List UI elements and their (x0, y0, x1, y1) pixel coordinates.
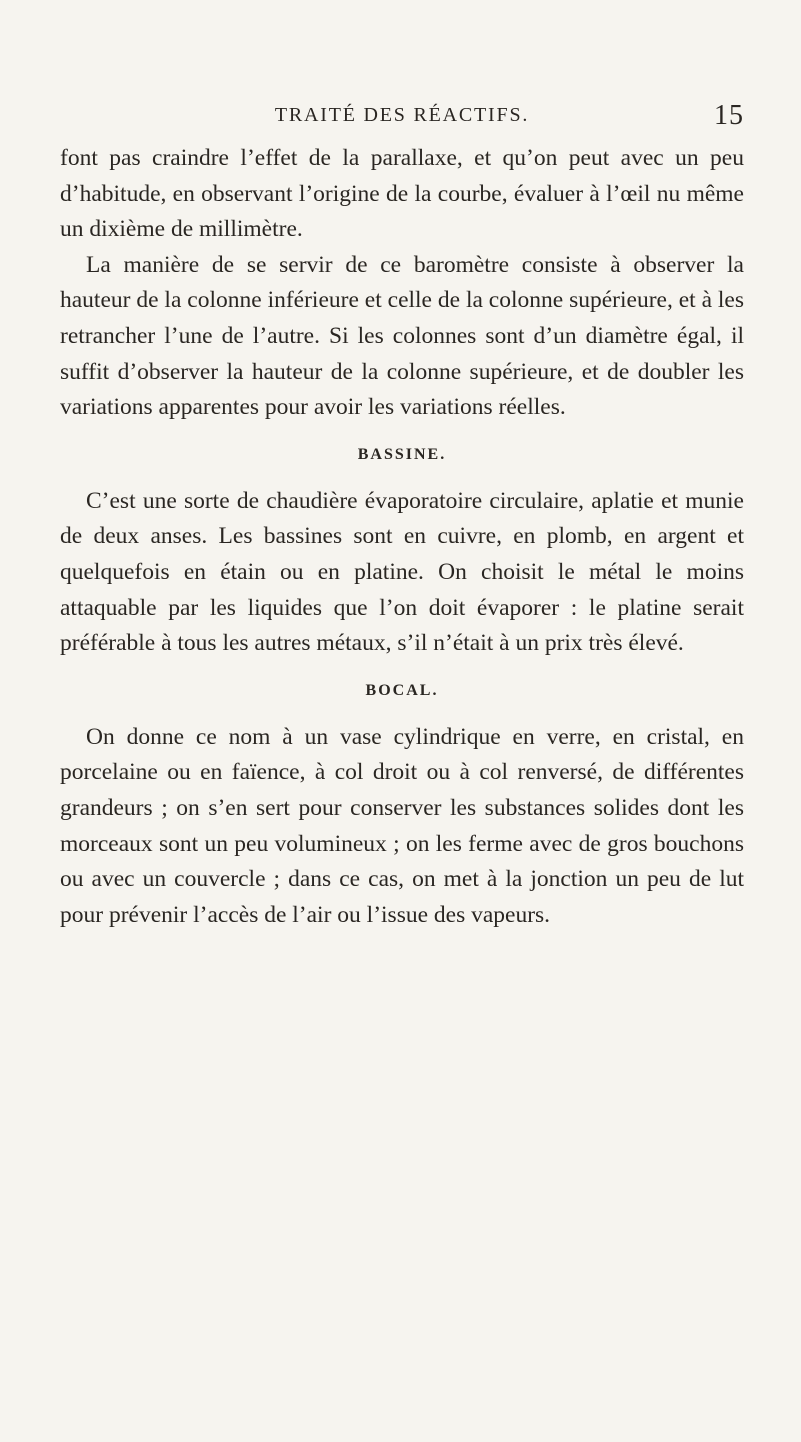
page-number: 15 (714, 100, 744, 131)
section-heading-bocal: BOCAL. (365, 681, 439, 699)
paragraph-bassine: C’est une sorte de chaudière évaporatoire circulaire, aplatie et munie de deux anses. Les bassines sont en cuivre, en plomb, en argent et quelquefois en étain ou en platine. On choisit le métal le moins attaquable par les liquides que l’on doit évaporer : le platine serait préférable à tous les autres métaux, s’il n’était à un prix très élevé. (60, 487, 744, 657)
section-heading-bassine: BASSINE. (357, 445, 447, 463)
running-title: TRAITÉ DES RÉACTIFS. (274, 104, 530, 126)
page-body (60, 141, 744, 933)
paragraph-barometer-usage: La manière de se servir de ce baromètre consiste à observer la hauteur de la colonne inférieure et celle de la colonne supérieure, et à les retrancher l’une de l’autre. Si les colonnes sont d’un diamètre égal, il suffit d’observer la hauteur de la colonne supérieure, et de doubler les variations apparentes pour avoir les variations réelles. (60, 251, 744, 421)
paragraph-bocal: On donne ce nom à un vase cylindrique en verre, en cristal, en porcelaine ou en faïence, à col droit ou à col renversé, de différentes grandeurs ; on s’en sert pour conserver les substances solides dont les morceaux sont un peu volumineux ; on les ferme avec de gros bouchons ou avec un couvercle ; dans ce cas, on met à la jonction un peu de lut pour prévenir l’accès de l’air ou l’issue des vapeurs. (60, 723, 744, 928)
page-header (60, 100, 744, 140)
paragraph-continued: font pas craindre l’effet de la parallaxe, et qu’on peut avec un peu d’habitude, en observant l’origine de la courbe, évaluer à l’œil nu même un dixième de millimètre. (60, 145, 744, 243)
